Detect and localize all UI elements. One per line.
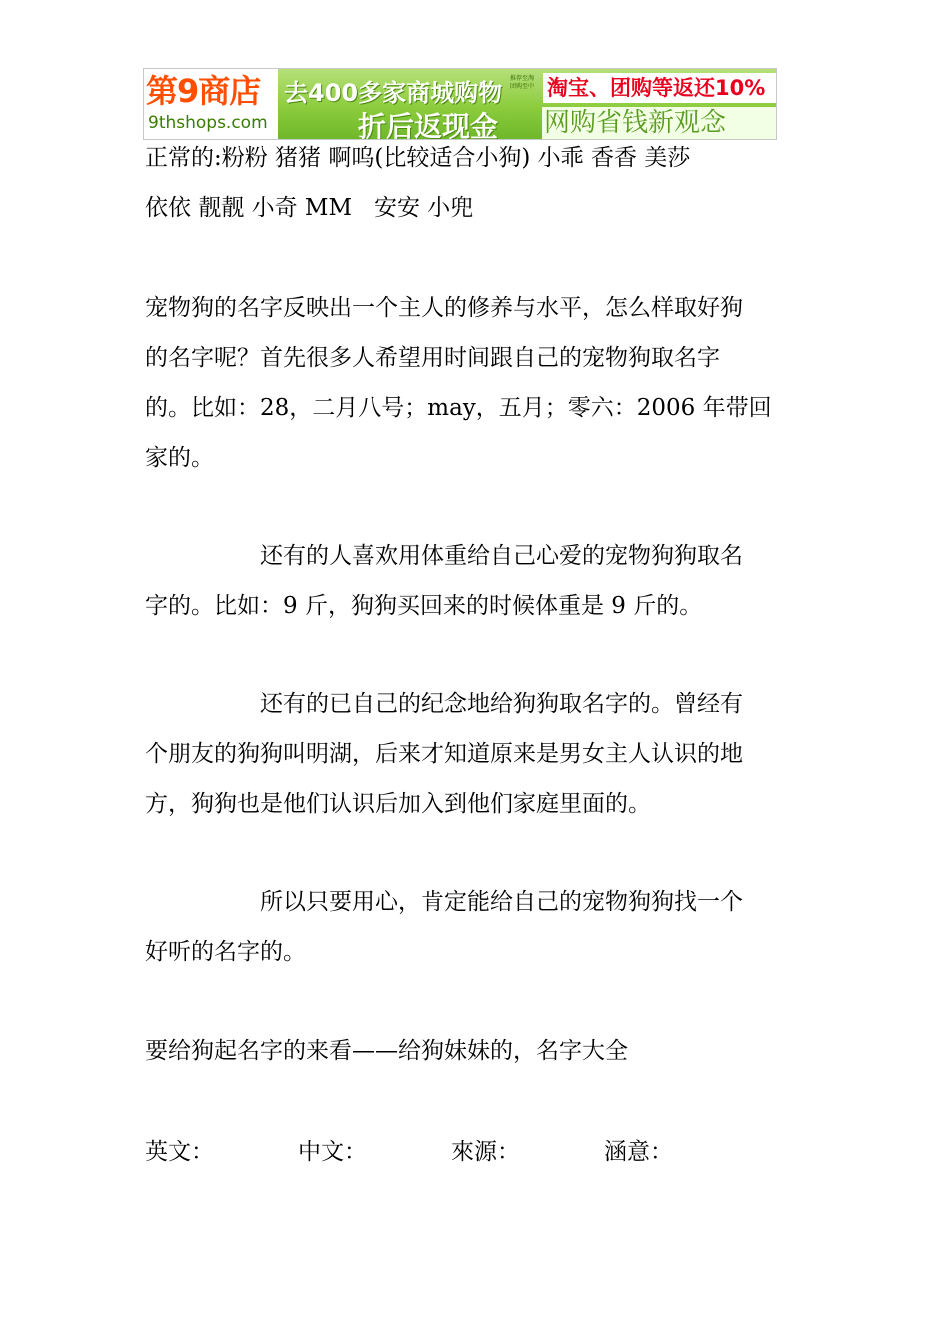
column-header-meaning: 涵意：	[604, 1139, 673, 1165]
promo-small-text: 推荐至淘 团购至中	[510, 75, 535, 90]
paragraph-3-line-1: 还有的已自己的纪念地给狗狗取名字的。曾经有	[260, 691, 743, 717]
ad-banner[interactable]	[143, 68, 777, 140]
logo-site: 9thshops.com	[148, 113, 268, 133]
column-header-english: 英文：	[145, 1139, 214, 1165]
column-header-chinese: 中文：	[298, 1139, 367, 1165]
section-heading: 要给狗起名字的来看——给狗妹妹的，名字大全	[145, 1038, 628, 1064]
promo-area	[278, 69, 776, 139]
paragraph-2-line-1: 还有的人喜欢用体重给自己心爱的宠物狗狗取名	[260, 543, 743, 569]
paragraph-1-line-4: 家的。	[145, 445, 214, 471]
logo-text: 第9商店	[146, 72, 261, 110]
promo-headline: 去400多家商城购物	[284, 79, 503, 107]
paragraph-4-line-2: 好听的名字的。	[145, 939, 306, 965]
column-header-source: 來源：	[451, 1139, 520, 1165]
paragraph-2-line-2: 字的。比如：9 斤，狗狗买回来的时候体重是 9 斤的。	[145, 593, 703, 619]
promo-subheadline: 折后返现金	[358, 110, 499, 140]
names-line-2: 依依 靓靓 小奇 MM 安安 小兜	[145, 195, 474, 221]
promo-slogan: 网购省钱新观念	[542, 107, 777, 139]
paragraph-3-line-2: 个朋友的狗狗叫明湖，后来才知道原来是男女主人认识的地	[145, 741, 743, 767]
shop-logo	[144, 69, 278, 139]
paragraph-1-line-1: 宠物狗的名字反映出一个主人的修养与水平，怎么样取好狗	[145, 295, 743, 321]
paragraph-1-line-3: 的。比如：28，二月八号；may，五月；零六：2006 年带回	[145, 395, 772, 421]
names-line-1: 正常的:粉粉 猪猪 啊呜(比较适合小狗) 小乖 香香 美莎	[145, 145, 691, 171]
paragraph-3-line-3: 方，狗狗也是他们认识后加入到他们家庭里面的。	[145, 791, 651, 817]
paragraph-4-line-1: 所以只要用心，肯定能给自己的宠物狗狗找一个	[260, 889, 743, 915]
promo-cashback: 淘宝、团购等返还10%	[543, 73, 777, 103]
paragraph-1-line-2: 的名字呢？首先很多人希望用时间跟自己的宠物狗取名字	[145, 345, 720, 371]
